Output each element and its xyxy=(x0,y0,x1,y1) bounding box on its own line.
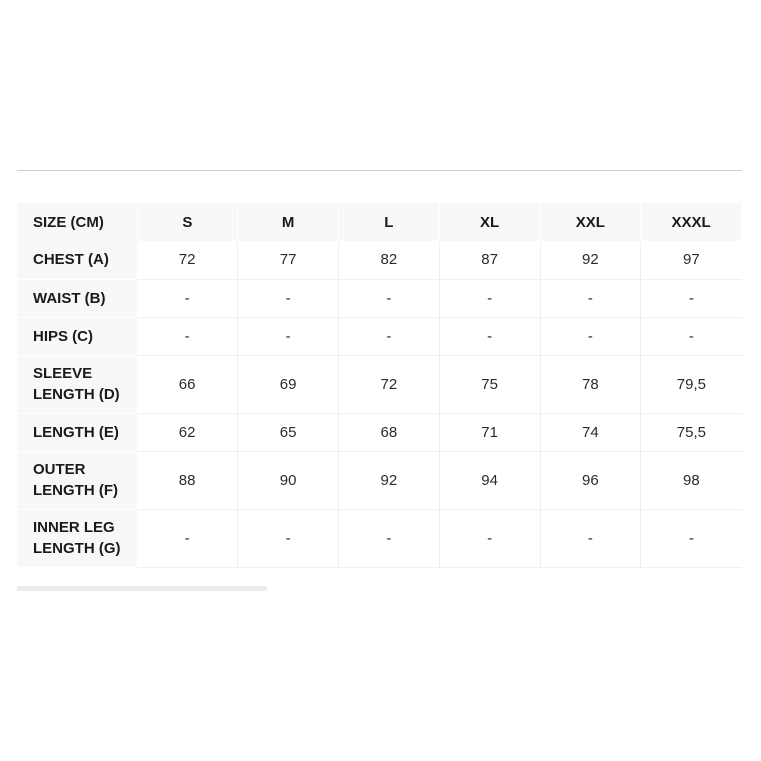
row-label-hips: HIPS (C) xyxy=(17,317,137,355)
table-row-waist xyxy=(17,279,742,317)
table-cell: - xyxy=(238,509,339,567)
table-row-length xyxy=(17,413,742,451)
table-cell: - xyxy=(238,279,339,317)
table-cell: - xyxy=(641,509,742,567)
size-unit-header: SIZE (CM) xyxy=(17,203,137,241)
horizontal-scrollbar[interactable] xyxy=(17,586,267,591)
table-cell: 79,5 xyxy=(641,355,742,413)
row-label-inner-leg-length xyxy=(17,509,137,567)
size-header-xxl: XXL xyxy=(540,203,641,241)
table-row-chest xyxy=(17,241,742,279)
table-cell: - xyxy=(540,317,641,355)
size-chart-table xyxy=(17,203,742,568)
row-label-sleeve-length xyxy=(17,355,137,413)
table-cell: 96 xyxy=(540,451,641,509)
table-cell: 62 xyxy=(137,413,238,451)
table-cell: 90 xyxy=(238,451,339,509)
table-header-row xyxy=(17,203,742,241)
table-cell: 97 xyxy=(641,241,742,279)
table-cell: 69 xyxy=(238,355,339,413)
table-cell: - xyxy=(238,317,339,355)
table-cell: 72 xyxy=(339,355,440,413)
row-label-waist: WAIST (B) xyxy=(17,279,137,317)
table-cell: - xyxy=(439,279,540,317)
top-divider xyxy=(17,170,742,171)
table-cell: - xyxy=(641,317,742,355)
table-cell: - xyxy=(339,279,440,317)
row-label-line: SLEEVE xyxy=(33,365,93,382)
size-header-s: S xyxy=(137,203,238,241)
table-cell: - xyxy=(439,509,540,567)
table-cell: 66 xyxy=(137,355,238,413)
table-cell: 78 xyxy=(540,355,641,413)
table-cell: 92 xyxy=(339,451,440,509)
row-label-line: LENGTH (F) xyxy=(33,482,118,499)
table-cell: 65 xyxy=(238,413,339,451)
size-header-m: M xyxy=(238,203,339,241)
table-cell: - xyxy=(137,279,238,317)
table-cell: - xyxy=(540,279,641,317)
table-cell: - xyxy=(339,509,440,567)
table-cell: 74 xyxy=(540,413,641,451)
size-header-l: L xyxy=(339,203,440,241)
table-cell: 87 xyxy=(439,241,540,279)
row-label-chest: CHEST (A) xyxy=(17,241,137,279)
table-cell: - xyxy=(540,509,641,567)
table-cell: 92 xyxy=(540,241,641,279)
row-label-outer-length xyxy=(17,451,137,509)
table-cell: 82 xyxy=(339,241,440,279)
table-row-sleeve-length xyxy=(17,355,742,413)
table-cell: 75 xyxy=(439,355,540,413)
row-label-line: OUTER xyxy=(33,461,86,478)
row-label-line: LENGTH (G) xyxy=(33,540,121,557)
table-cell: 68 xyxy=(339,413,440,451)
table-row-hips xyxy=(17,317,742,355)
size-header-xl: XL xyxy=(439,203,540,241)
row-label-line: LENGTH (D) xyxy=(33,386,120,403)
table-cell: - xyxy=(137,317,238,355)
table-row-inner-leg-length xyxy=(17,509,742,567)
table-cell: 72 xyxy=(137,241,238,279)
table-cell: - xyxy=(439,317,540,355)
table-cell: 94 xyxy=(439,451,540,509)
table-cell: - xyxy=(641,279,742,317)
table-cell: 88 xyxy=(137,451,238,509)
table-cell: 77 xyxy=(238,241,339,279)
table-cell: 71 xyxy=(439,413,540,451)
row-label-length: LENGTH (E) xyxy=(17,413,137,451)
size-header-xxxl: XXXL xyxy=(641,203,742,241)
table-cell: - xyxy=(137,509,238,567)
table-cell: 75,5 xyxy=(641,413,742,451)
table-cell: - xyxy=(339,317,440,355)
table-row-outer-length xyxy=(17,451,742,509)
row-label-line: INNER LEG xyxy=(33,519,115,536)
table-cell: 98 xyxy=(641,451,742,509)
